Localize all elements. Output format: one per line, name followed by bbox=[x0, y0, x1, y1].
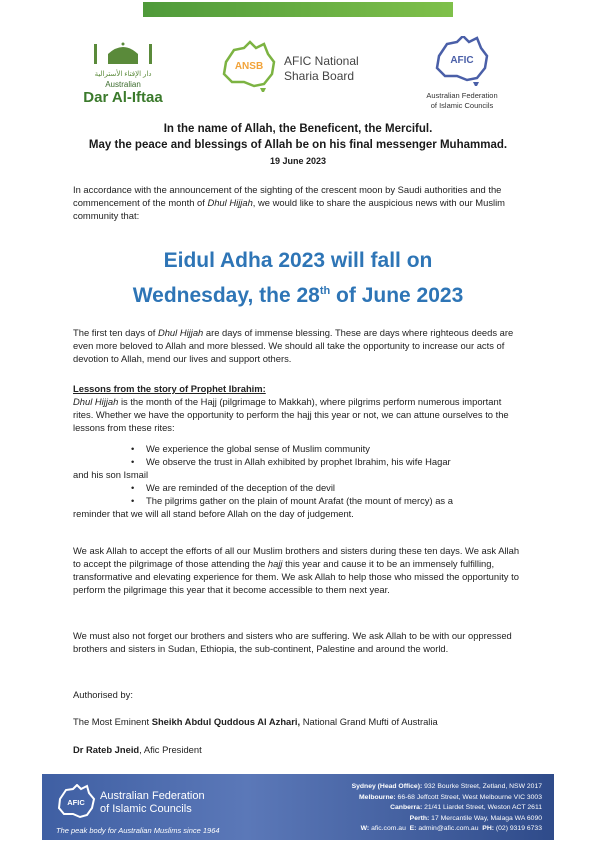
intro-text-after: , we would like to share the auspicious news with our Muslim community that: bbox=[73, 197, 505, 221]
australia-map-icon bbox=[220, 40, 278, 94]
afic-logo bbox=[400, 36, 524, 111]
contact-value: 932 Bourke Street, Zetland, NSW 2017 bbox=[422, 783, 542, 790]
list-item bbox=[73, 442, 523, 455]
bullet-dot: • bbox=[131, 495, 135, 506]
email-label: E: bbox=[409, 825, 417, 832]
bullet-text: The pilgrims gather on the plain of mount Arafat (the mount of mercy) as a bbox=[146, 495, 453, 506]
intro-month: Dhul Hijjah bbox=[207, 197, 253, 208]
mosque-icon bbox=[74, 40, 172, 66]
president-signature bbox=[73, 743, 523, 756]
bismillah-line: In the name of Allah, the Beneficent, the Merciful. bbox=[163, 123, 433, 135]
contact-value: 21/41 Liardet Street, Weston ACT 2611 bbox=[422, 804, 542, 811]
footer-org-line2: of Islamic Councils bbox=[100, 803, 192, 815]
web-label: W: bbox=[360, 825, 370, 832]
headline-ordinal: th bbox=[319, 285, 331, 297]
lessons-text: is the month of the Hajj (pilgrimage to Makkah), where pilgrims perform numerous important rites. Whether we have the opportunity to perform the hajj this year or not, we can attune ourselves to the lessons from these rites: bbox=[73, 396, 509, 433]
president-title: , Afic President bbox=[139, 744, 202, 755]
list-item bbox=[73, 481, 523, 494]
footer-banner bbox=[42, 774, 554, 840]
intro-text-before: In accordance with the announcement of the sighting of the crescent moon by Saudi authorities and the commencement of the month of bbox=[73, 184, 502, 208]
bullet-text: We experience the global sense of Muslim community bbox=[146, 443, 370, 454]
lessons-title: Lessons from the story of Prophet Ibrahim: bbox=[73, 383, 266, 394]
salutation-line: May the peace and blessings of Allah be on his final messenger Muhammad. bbox=[88, 139, 508, 151]
headline-date-after: of June 2023 bbox=[330, 284, 464, 307]
mufti-name: Sheikh Abdul Quddous Al Azhari, bbox=[151, 716, 301, 727]
ansb-logo bbox=[220, 40, 390, 94]
afic-badge: AFIC bbox=[450, 55, 474, 66]
mufti-prefix: The Most Eminent bbox=[73, 716, 152, 727]
bullet-dot: • bbox=[131, 482, 135, 493]
document-date: 19 June 2023 bbox=[269, 156, 327, 166]
footer-org-name bbox=[100, 790, 205, 816]
ansb-name bbox=[284, 54, 359, 84]
email-link[interactable]: admin@afic.com.au bbox=[416, 825, 479, 832]
authorised-by: Authorised by: bbox=[73, 689, 133, 700]
contact-sydney bbox=[352, 782, 542, 793]
bullet-text: We observe the trust in Allah exhibited by prophet Ibrahim, his wife Hagar bbox=[146, 456, 451, 467]
dar-small-label: Australian bbox=[105, 80, 141, 89]
intro-paragraph bbox=[73, 183, 523, 222]
footer-afic-map-icon bbox=[56, 784, 96, 822]
web-link[interactable]: afic.com.au bbox=[369, 825, 406, 832]
lessons-bullet-list bbox=[73, 442, 523, 520]
ask-hajj: hajj bbox=[267, 558, 283, 569]
eid-headline-line1: Eidul Adha 2023 will fall on bbox=[163, 249, 433, 272]
ask-after: this year and cause it to be an immensely fulfilling, transformative and elevating experience for them. We ask Allah to help those who missed the opportunity to perform the pilgrimage this year that it become accessible to them next year. bbox=[73, 558, 519, 595]
bullet-text-continued: reminder that we will all stand before Allah on the day of judgement. bbox=[73, 508, 354, 519]
bullet-dot: • bbox=[131, 443, 135, 454]
phone-number: (02) 9319 6733 bbox=[494, 825, 542, 832]
list-item bbox=[73, 494, 523, 520]
footer-afic-badge: AFIC bbox=[67, 798, 85, 807]
contact-label: Sydney (Head Office): bbox=[351, 783, 423, 790]
top-green-bar bbox=[143, 2, 453, 17]
afic-australia-map-icon bbox=[433, 36, 491, 86]
contact-value: 66-68 Jeffcott Street, West Melbourne VIC 3003 bbox=[395, 793, 542, 801]
footer-org-line1: Australian Federation bbox=[100, 790, 205, 802]
dar-arabic-name: دار الإفتاء الأسترالية bbox=[94, 71, 152, 78]
ten-days-before: The first ten days of bbox=[73, 327, 158, 338]
eid-headline-line2 bbox=[0, 282, 596, 310]
contact-perth bbox=[352, 814, 542, 825]
list-item bbox=[73, 455, 523, 481]
dar-al-iftaa-logo bbox=[74, 40, 172, 106]
ansb-name-line1: AFIC National bbox=[284, 54, 359, 68]
president-name: Dr Rateb Jneid bbox=[73, 744, 140, 755]
lessons-month: Dhul Hijjah bbox=[73, 396, 119, 407]
footer-tagline: The peak body for Australian Muslims since 1964 bbox=[56, 826, 220, 835]
logo-row bbox=[0, 36, 596, 116]
ansb-badge: ANSB bbox=[234, 61, 264, 72]
mufti-signature bbox=[73, 715, 523, 728]
suffering-paragraph: We must also not forget our brothers and sisters who are suffering. We ask Allah to be with our oppressed brothers and sisters in Sudan, Ethiopia, the sub-continent, Palestine and around the world. bbox=[73, 630, 512, 654]
contact-web-email-phone bbox=[352, 824, 542, 835]
footer-contacts bbox=[352, 782, 542, 835]
bullet-text-continued: and his son Ismail bbox=[73, 469, 149, 480]
ansb-name-line2: Sharia Board bbox=[284, 69, 355, 83]
contact-melbourne bbox=[352, 793, 542, 804]
ten-days-after: are days of immense blessing. These are days where righteous deeds are even more beloved to Allah and more blessed. We should all take the opportunity to increase our acts of devotion to Allah, mend our lives and support others. bbox=[73, 327, 514, 364]
ask-before: We ask Allah to accept the efforts of all our Muslim brothers and sisters during these ten days. We ask Allah to accept the pilgrimage of those attending the bbox=[73, 545, 520, 569]
contact-label: Canberra: bbox=[390, 804, 423, 811]
dar-big-label: Dar Al-Iftaa bbox=[83, 89, 163, 106]
ten-days-paragraph bbox=[73, 326, 523, 365]
contact-label: Melbourne: bbox=[359, 793, 396, 801]
bullet-dot: • bbox=[131, 456, 135, 467]
contact-value: 17 Mercantile Way, Malaga WA 6090 bbox=[429, 814, 542, 822]
headline-date-before: Wednesday, the 28 bbox=[132, 284, 320, 307]
contact-canberra bbox=[352, 803, 542, 814]
mufti-title: National Grand Mufti of Australia bbox=[300, 716, 438, 727]
contact-label: Perth: bbox=[409, 814, 430, 822]
lessons-paragraph bbox=[73, 395, 523, 434]
ten-days-month: Dhul Hijjah bbox=[157, 327, 204, 338]
afic-name-line1: Australian Federation bbox=[426, 91, 498, 100]
bullet-text: We are reminded of the deception of the devil bbox=[146, 482, 336, 493]
phone-label: PH: bbox=[482, 825, 494, 832]
dua-paragraph bbox=[73, 544, 523, 596]
afic-name-line2: of Islamic Councils bbox=[430, 101, 494, 110]
